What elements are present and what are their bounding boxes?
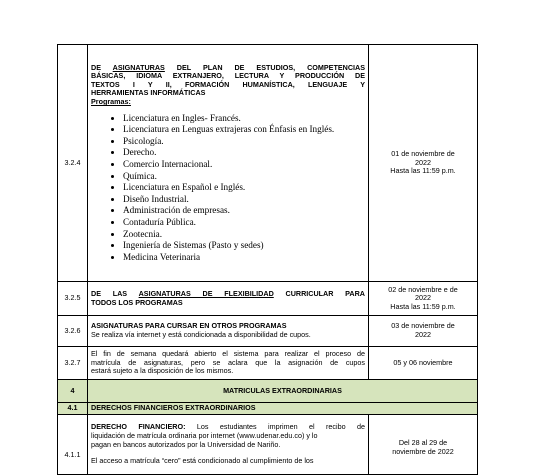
subsection-title: DERECHOS FINANCIEROS EXTRAORDINARIOS [88, 403, 478, 415]
row-text: pagan en bancos autorizados por la Universidad de Nariño. [91, 439, 281, 449]
row-text: estará sujeto a la disposición de los mismos. [91, 366, 234, 376]
list-item: • Ingeniería de Sistemas (Pasto y sedes) [123, 240, 365, 252]
list-item: • Contaduría Pública. [123, 217, 365, 229]
list-item: • Licenciatura en Lenguas extrajeras con Énfasis en Inglés. [123, 124, 365, 136]
list-item: • Química. [123, 171, 365, 183]
row-text: El acceso a matrícula “cero” está condicionado al cumplimiento de los [91, 456, 314, 466]
row-heading: ASIGNATURAS PARA CURSAR EN OTROS PROGRAMAS [91, 321, 287, 331]
row-heading: DE ASIGNATURAS DEL PLAN DE ESTUDIOS, COMPETENCIAS [91, 62, 366, 72]
table-row-3-2-7 [58, 347, 478, 380]
row-description [88, 45, 369, 282]
row-heading-line: BÁSICAS, IDIOMA EXTRANJERO, LECTURA Y PRODUCCIÓN DE [91, 71, 365, 81]
section-title: MATRICULAS EXTRAORDINARIAS [88, 380, 478, 403]
row-number: 3.2.6 [58, 316, 88, 347]
row-date [369, 415, 478, 475]
date-line: Hasta las 11:59 p.m. [390, 301, 456, 311]
row-description [88, 316, 369, 347]
row-text: Se realiza vía internet y está condicionada a disponibilidad de cupos. [91, 330, 311, 339]
row-date [369, 316, 478, 347]
row-description [88, 415, 369, 475]
row-number: 3.2.5 [58, 282, 88, 316]
row-number: 4.1.1 [58, 415, 88, 475]
row-number: 4.1 [58, 403, 88, 415]
date-line: 02 de noviembre e de [388, 284, 458, 294]
date-line: 03 de noviembre de [391, 321, 455, 331]
table-row-3-2-5 [58, 282, 478, 316]
list-item: • Comercio Internacional. [123, 159, 365, 171]
list-item: • Administración de empresas. [123, 205, 365, 217]
list-item: • Licenciatura en Ingles- Francés. [123, 113, 365, 125]
row-text: DERECHO FINANCIERO: Los estudiantes imprimen el recibo de [91, 422, 365, 432]
date-line: Del 28 al 29 de [398, 438, 448, 447]
date-line: 2022 [415, 293, 431, 303]
row-text: El fin de semana quedará abierto el sistema para realizar el proceso de [91, 349, 365, 359]
row-heading-line: TEXTOS I Y II, FORMACIÓN HUMANÍSTICA, LENGUAJE Y [91, 79, 365, 89]
row-heading: DE LAS ASIGNATURAS DE FLEXIBILIDAD CURRICULAR PARA [91, 288, 365, 298]
date-line: noviembre de 2022 [392, 446, 454, 456]
row-number: 4 [58, 380, 88, 403]
row-text: liquidación de matrícula ordinaria por internet (www.udenar.edu.co) y lo [91, 430, 318, 440]
programs-label: Programas: [91, 97, 131, 107]
date-line: Hasta las 11:59 p.m. [390, 166, 456, 176]
programs-list [91, 113, 365, 264]
row-date [369, 282, 478, 316]
row-heading-line: HERRAMIENTAS INFORMÁTICAS [91, 88, 206, 98]
schedule-table [57, 44, 478, 475]
row-number: 3.2.7 [58, 347, 88, 380]
list-item: • Psicología. [123, 136, 365, 148]
date-line: 2022 [415, 157, 431, 167]
row-heading-line: TODOS LOS PROGRAMAS [91, 297, 183, 307]
list-item: • Diseño Industrial. [123, 194, 365, 206]
table-row-4-1-1 [58, 415, 478, 475]
row-description [88, 347, 369, 380]
table-row-3-2-6 [58, 316, 478, 347]
row-number: 3.2.4 [58, 45, 88, 282]
list-item: • Licenciatura en Español e Inglés. [123, 182, 365, 194]
list-item: • Zootecnia. [123, 229, 365, 241]
row-date [369, 45, 478, 282]
date-line: 2022 [415, 330, 431, 339]
table-row-4-1 [58, 403, 478, 415]
row-description [88, 282, 369, 316]
list-item: • Medicina Veterinaria [123, 252, 365, 264]
list-item: • Derecho. [123, 147, 365, 159]
table-row-3-2-4 [58, 45, 478, 282]
row-text: matrícula de asignaturas, pero se aclara que la asignación de cupos [91, 357, 365, 367]
table-row-section-4 [58, 380, 478, 403]
date-line: 01 de noviembre de [391, 149, 455, 159]
row-date: 05 y 06 noviembre [369, 347, 478, 380]
